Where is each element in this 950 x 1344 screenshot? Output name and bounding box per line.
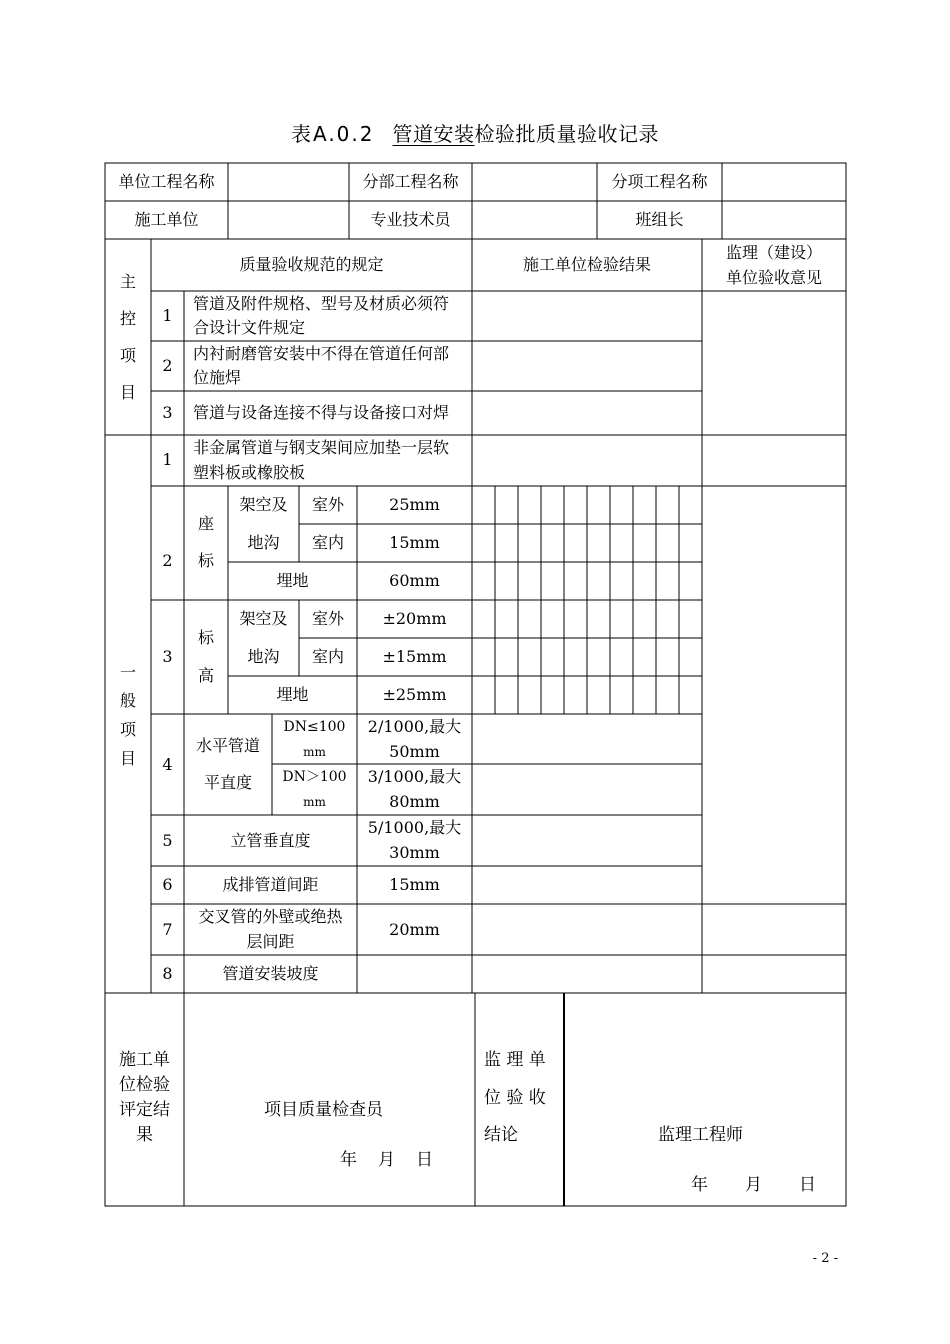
item4-name: 平直度 <box>203 773 252 792</box>
item-project-label: 分项工程名称 <box>611 172 708 191</box>
main-item-text: 位施焊 <box>193 368 242 387</box>
supervision-column-heading: 监理（建设） <box>725 243 822 262</box>
item7-tol: 20mm <box>389 920 440 939</box>
item3-overhead: 架空及 <box>239 609 288 628</box>
item2-tol-outdoor: 25mm <box>389 495 440 514</box>
item5-tol: 5/1000,最大 <box>367 818 462 837</box>
item5-tol: 30mm <box>389 843 440 862</box>
item4-dn-large: DN＞100 <box>282 769 347 785</box>
construction-eval-label: 施工单 <box>119 1050 170 1070</box>
main-item-text: 管道与设备连接不得与设备接口对焊 <box>193 403 450 422</box>
date-right: 年 月 日 <box>691 1175 817 1195</box>
general-label: 项 <box>119 720 136 739</box>
general-item-number: 3 <box>162 647 173 666</box>
item4-tol-large: 80mm <box>389 792 440 811</box>
item3-name: 高 <box>197 666 214 685</box>
general-item-number: 1 <box>162 450 173 469</box>
construction-eval-label: 位检验 <box>119 1075 170 1095</box>
result-column-heading: 施工单位检验结果 <box>522 255 651 274</box>
construction-eval-label: 评定结 <box>119 1100 170 1120</box>
supervision-conclusion-label: 结论 <box>484 1125 518 1145</box>
title-suffix: 检验批质量验收记录 <box>474 122 659 146</box>
item6-name: 成排管道间距 <box>222 875 319 894</box>
item3-overhead: 地沟 <box>247 647 280 666</box>
item3-tol-buried: ±25mm <box>382 685 447 704</box>
construction-eval-label: 果 <box>136 1125 153 1145</box>
supervision-conclusion-label: 位 验 收 <box>484 1088 546 1108</box>
general-label: 般 <box>119 691 136 710</box>
main-item-text: 管道及附件规格、型号及材质必须符 <box>193 294 450 313</box>
item2-buried: 埋地 <box>276 571 309 590</box>
item4-tol-large: 3/1000,最大 <box>367 767 462 786</box>
table-code: 表A.0.2 <box>291 122 375 146</box>
item7-name: 交叉管的外壁或绝热 <box>198 907 343 926</box>
main-item-number: 2 <box>162 356 173 375</box>
main-item-text: 内衬耐磨管安装中不得在管道任何部 <box>193 344 450 363</box>
main-control-label: 项 <box>119 346 136 365</box>
item2-name: 座 <box>197 514 214 533</box>
date-left: 年 月 日 <box>340 1150 435 1170</box>
item4-dn-small-unit: mm <box>303 745 326 759</box>
item2-overhead: 地沟 <box>247 533 280 552</box>
item3-tol-indoor: ±15mm <box>382 647 447 666</box>
page-number: - 2 - <box>812 1251 838 1266</box>
main-control-label: 主 <box>119 272 136 291</box>
item3-outdoor: 室外 <box>311 609 344 628</box>
main-item-number: 1 <box>162 306 173 325</box>
item4-name: 水平管道 <box>195 736 260 755</box>
item2-tol-indoor: 15mm <box>389 533 440 552</box>
general-item-number: 5 <box>162 831 173 850</box>
spec-column-heading: 质量验收规范的规定 <box>239 255 384 274</box>
general-item-number: 6 <box>162 875 173 894</box>
item3-buried: 埋地 <box>276 685 309 704</box>
item4-dn-small: DN≤100 <box>283 719 346 735</box>
main-control-label: 控 <box>119 309 136 328</box>
team-leader-label: 班组长 <box>635 210 684 229</box>
general-item-number: 2 <box>162 551 173 570</box>
item2-indoor: 室内 <box>311 533 344 552</box>
item3-name: 标 <box>197 628 214 647</box>
general-item-text: 塑料板或橡胶板 <box>193 463 306 482</box>
main-item-number: 3 <box>162 403 173 422</box>
item4-tol-small: 50mm <box>389 742 440 761</box>
main-item-text: 合设计文件规定 <box>193 318 306 337</box>
item2-name: 标 <box>197 551 214 570</box>
main-control-label: 目 <box>119 383 136 402</box>
construction-unit-label: 施工单位 <box>134 210 199 229</box>
item4-tol-small: 2/1000,最大 <box>367 717 462 736</box>
general-label: 目 <box>119 749 136 768</box>
supervision-conclusion-label: 监 理 单 <box>484 1050 546 1070</box>
supervision-column-heading-line2: 单位验收意见 <box>725 268 822 287</box>
item5-name: 立管垂直度 <box>230 831 311 850</box>
general-label: 一 <box>119 663 136 682</box>
quality-inspector-label: 项目质量检查员 <box>264 1100 383 1120</box>
item2-tol-buried: 60mm <box>389 571 440 590</box>
item3-tol-outdoor: ±20mm <box>382 609 447 628</box>
general-item-number: 4 <box>162 755 173 774</box>
supervising-engineer-label: 监理工程师 <box>658 1125 743 1145</box>
general-item-number: 7 <box>162 920 173 939</box>
unit-project-label: 单位工程名称 <box>118 172 215 191</box>
item4-dn-large-unit: mm <box>303 795 326 809</box>
technician-label: 专业技术员 <box>370 210 451 229</box>
item3-indoor: 室内 <box>311 647 344 666</box>
item8-name: 管道安装坡度 <box>222 964 319 983</box>
item7-name: 层间距 <box>246 932 295 951</box>
title-subject: 管道安装 <box>392 122 475 146</box>
item2-overhead: 架空及 <box>239 495 288 514</box>
sub-project-label: 分部工程名称 <box>362 172 459 191</box>
general-item-text: 非金属管道与钢支架间应加垫一层软 <box>193 438 450 457</box>
item6-tol: 15mm <box>389 875 440 894</box>
item2-outdoor: 室外 <box>311 495 344 514</box>
general-item-number: 8 <box>162 964 173 983</box>
